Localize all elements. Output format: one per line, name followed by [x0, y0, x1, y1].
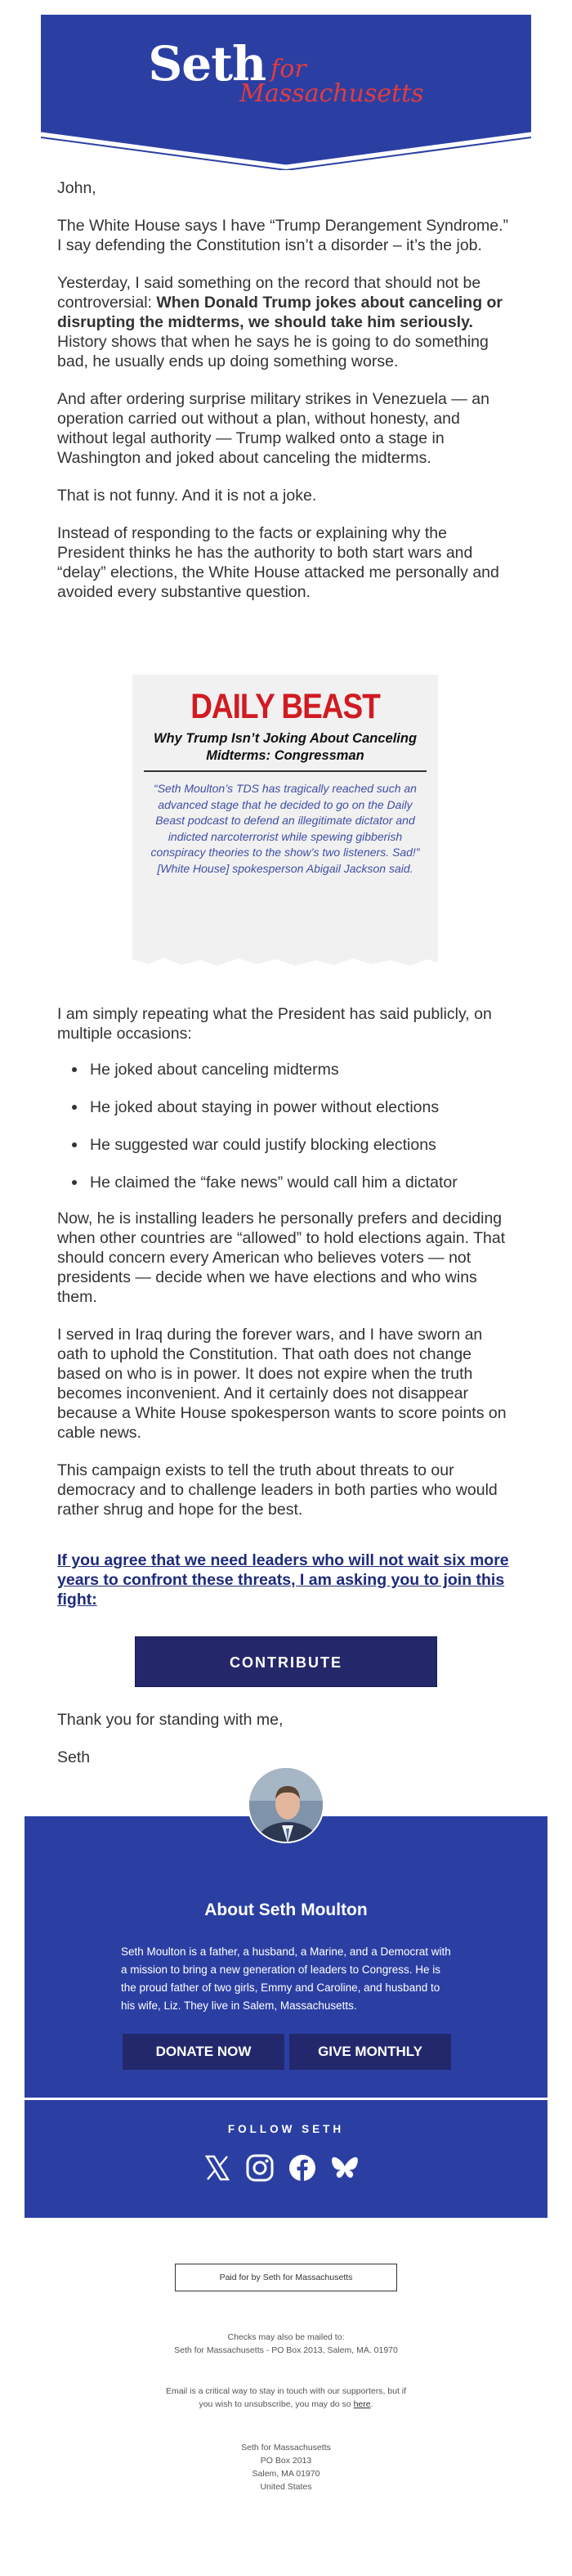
news-clipping	[132, 675, 438, 974]
address-line: PO Box 2013	[260, 2456, 312, 2466]
clipping-divider	[144, 770, 427, 772]
paragraph-9: This campaign exists to tell the truth about threats to our democracy and to challenge leaders in both parties who would rather shrug and hope for the best.	[57, 1461, 498, 1519]
donate-now-button[interactable]: DONATE NOW	[123, 2034, 284, 2070]
paragraph-6: I am simply repeating what the President has said publicly, on multiple occasions:	[57, 1005, 492, 1043]
signature: Seth	[57, 1748, 91, 1766]
list-item: He joked about staying in power without elections	[57, 1097, 515, 1135]
clipping-quote: “Seth Moulton’s TDS has tragically reached such an advanced stage that he decided to go on the Daily Beast podcast to defend an illegitimate dictator and indicted narcoterrorist while spewing gibberish conspiracy theories to the show’s two listeners. Sad!” [White House] spokesperson Abigail Jackson said.	[150, 782, 420, 875]
list-item: He suggested war could justify blocking elections	[57, 1135, 515, 1173]
header-banner	[41, 15, 531, 170]
paragraph-5: Instead of responding to the facts or explaining why the President thinks he has the authority to both start wars and “delay” elections, the White House attacked me personally and avoided every substantive question.	[57, 524, 499, 601]
x-icon[interactable]	[203, 2153, 232, 2183]
letter-body-top	[57, 178, 515, 620]
paragraph-7: Now, he is installing leaders he personally prefers and deciding when other countries are “allowed” to hold elections again. That should concern every American who believes voters — not presidents — decide when we have elections and who wins them.	[57, 1209, 506, 1306]
paragraph-8: I served in Iraq during the forever wars, and I have sworn an oath to uphold the Constitution. That oath does not change based on who is in power. It does not expire when the truth becomes inconvenient. And it certainly does not disappear because a White House spokesperson wants to score points on cable news.	[57, 1326, 507, 1442]
logo-state: Massachusetts	[239, 79, 424, 108]
checks-line-2: Seth for Massachusetts - PO Box 2013, Salem, MA. 01970	[174, 2345, 398, 2355]
postal-address	[163, 2441, 409, 2493]
signoff-text: Thank you for standing with me,	[57, 1711, 284, 1729]
address-line: Seth for Massachusetts	[241, 2443, 331, 2453]
paragraph-1: The White House says I have “Trump Derangement Syndrome.” I say defending the Constitution isn’t a disorder – it’s the job.	[57, 217, 508, 254]
join-fight-link[interactable]: If you agree that we need leaders who will not wait six more years to confront these threats, I am asking you to join this fight:	[57, 1551, 509, 1609]
paragraph-2: Yesterday, I said something on the record that should not be controversial: When Donald Trump jokes about canceling or disrupting the midterms, we should take him seriously. History shows that when he says he is going to do something bad, he usually ends up doing something worse.	[57, 274, 503, 370]
logo-name: Seth	[148, 36, 266, 92]
portrait-photo	[249, 1768, 324, 1843]
facebook-icon[interactable]	[288, 2153, 317, 2183]
avatar	[248, 1766, 324, 1843]
paragraph-3: And after ordering surprise military strikes in Venezuela — an operation carried out without a plan, without honesty, and without legal authority — Trump walked onto a stage in Washington and joked about canceling the midterms.	[57, 390, 489, 467]
mailing-info	[163, 2331, 409, 2357]
about-bio: Seth Moulton is a father, a husband, a Marine, and a Democrat with a mission to bring a new generation of leaders to Congress. He is the proud father of two girls, Emmy and Caroline, and husband to his wife, Liz. They live in Salem, Massachusetts.	[121, 1945, 451, 2012]
paragraph-4: That is not funny. And it is not a joke.	[57, 487, 317, 505]
follow-title: FOLLOW SETH	[227, 2123, 345, 2135]
unsubscribe-note: Email is a critical way to stay in touch with our supporters, but if you wish to unsubscribe, you may do so here.	[165, 2386, 407, 2409]
bluesky-icon[interactable]	[330, 2153, 360, 2183]
follow-section	[25, 2100, 547, 2218]
letter-body-bottom	[57, 1209, 515, 1537]
greeting: John,	[57, 179, 96, 197]
about-section	[25, 1816, 547, 2098]
torn-edge	[132, 953, 438, 974]
list-item: He joked about canceling midterms	[57, 1060, 515, 1097]
paid-for-disclaimer: Paid for by Seth for Massachusetts	[175, 2264, 397, 2291]
publication-logo: DAILY BEAST	[190, 686, 380, 725]
list-item: He claimed the “fake news” would call him a dictator	[57, 1173, 515, 1210]
letter-body-middle	[57, 1004, 515, 1061]
give-monthly-button[interactable]: GIVE MONTHLY	[289, 2034, 451, 2070]
instagram-icon[interactable]	[245, 2153, 275, 2183]
checks-line-1: Checks may also be mailed to:	[227, 2332, 345, 2342]
claims-list	[57, 1060, 515, 1210]
campaign-logo[interactable]	[41, 36, 531, 108]
address-line: United States	[260, 2482, 312, 2492]
logo-for: for	[270, 55, 306, 83]
clipping-headline: Why Trump Isn’t Joking About Canceling Midterms: Congressman	[153, 731, 418, 763]
about-title: About Seth Moulton	[204, 1901, 368, 1919]
contribute-button[interactable]: CONTRIBUTE	[135, 1636, 437, 1687]
address-line: Salem, MA 01970	[252, 2469, 320, 2479]
paragraph-2-bold: When Donald Trump jokes about canceling or disrupting the midterms, we should take him seriously.	[57, 294, 503, 331]
unsubscribe-link[interactable]: here	[353, 2399, 371, 2409]
